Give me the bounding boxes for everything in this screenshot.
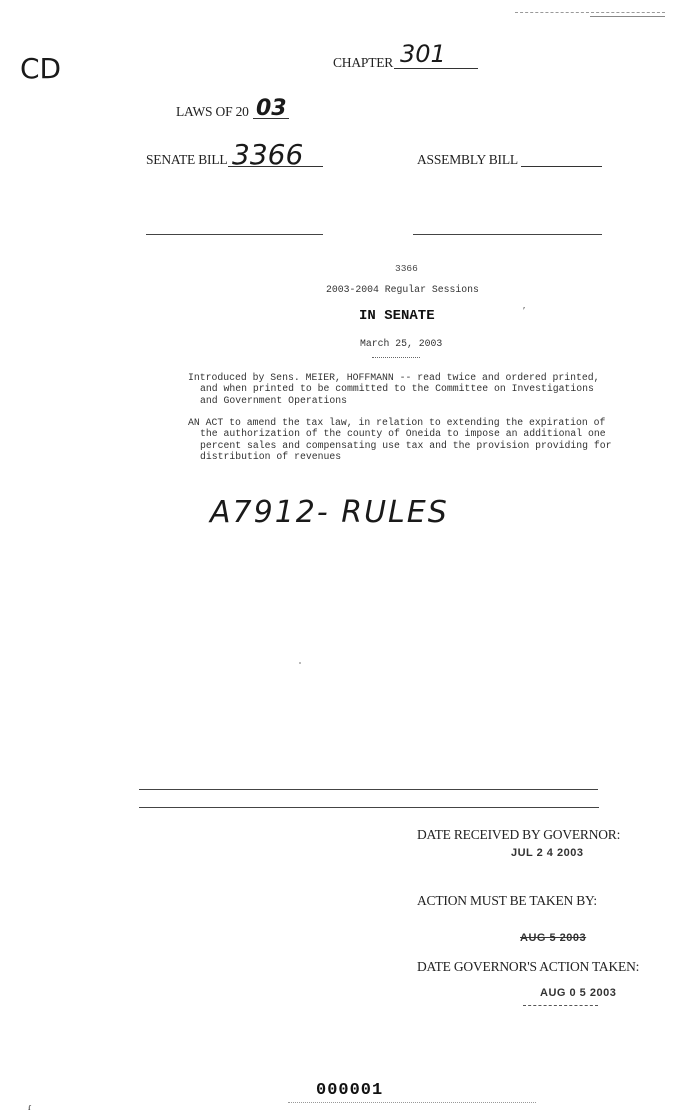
divider-line-2: [139, 807, 599, 808]
act-line: the authorization of the county of Oneida to impose an additional one: [200, 428, 606, 440]
action-deadline-stamp: AUG 5 2003: [520, 932, 587, 944]
senate-bill-label: SENATE BILL: [146, 152, 228, 167]
laws-year: 03: [256, 96, 287, 121]
date-underline: [372, 357, 420, 358]
date-received-label: DATE RECEIVED BY GOVERNOR:: [417, 827, 621, 842]
date-received-stamp: JUL 2 4 2003: [511, 847, 584, 859]
blank-line-left: [146, 234, 323, 235]
assembly-bill-line: [521, 166, 602, 167]
action-deadline-label: ACTION MUST BE TAKEN BY:: [417, 893, 597, 908]
blank-line-right: [413, 234, 602, 235]
house-title: IN SENATE: [359, 308, 435, 324]
scan-mark: ɾ: [28, 1102, 32, 1113]
laws-label: LAWS OF 20: [176, 104, 249, 119]
act-line: distribution of revenues: [200, 451, 342, 463]
intro-line: Introduced by Sens. MEIER, HOFFMANN -- read twice and ordered printed,: [188, 372, 600, 383]
intro-line: and when printed to be committed to the Committee on Investigations: [200, 383, 594, 395]
chapter-number: 301: [400, 40, 446, 68]
chapter-label: CHAPTER: [333, 55, 394, 70]
bill-date: March 25, 2003: [360, 338, 443, 349]
handwritten-referral-note: A7912- RULES: [210, 495, 449, 530]
tick-mark: ′: [523, 306, 526, 317]
action-taken-line: [523, 1005, 598, 1006]
scan-mark: [515, 12, 665, 13]
divider-line-1: [139, 789, 598, 790]
act-line: percent sales and compensating use tax and the provision providing for: [200, 439, 612, 451]
session-label: 2003-2004 Regular Sessions: [326, 284, 479, 295]
assembly-bill-label: ASSEMBLY BILL: [417, 152, 518, 167]
action-taken-stamp: AUG 0 5 2003: [540, 987, 617, 999]
intro-line: and Government Operations: [200, 394, 347, 406]
senate-bill-number: 3366: [232, 138, 304, 171]
page-number-dotted-line: [288, 1102, 536, 1103]
page-number: 000001: [316, 1081, 384, 1100]
chapter-line: [394, 68, 478, 69]
scan-speck: [299, 662, 301, 664]
bill-number: 3366: [395, 263, 418, 274]
act-line: AN ACT to amend the tax law, in relation to extending the expiration of: [188, 417, 606, 428]
act-title-paragraph: [188, 417, 628, 463]
margin-note: CD: [20, 52, 62, 85]
scan-mark: [590, 16, 665, 17]
action-taken-label: DATE GOVERNOR'S ACTION TAKEN:: [417, 959, 640, 974]
introduction-paragraph: [188, 372, 628, 406]
